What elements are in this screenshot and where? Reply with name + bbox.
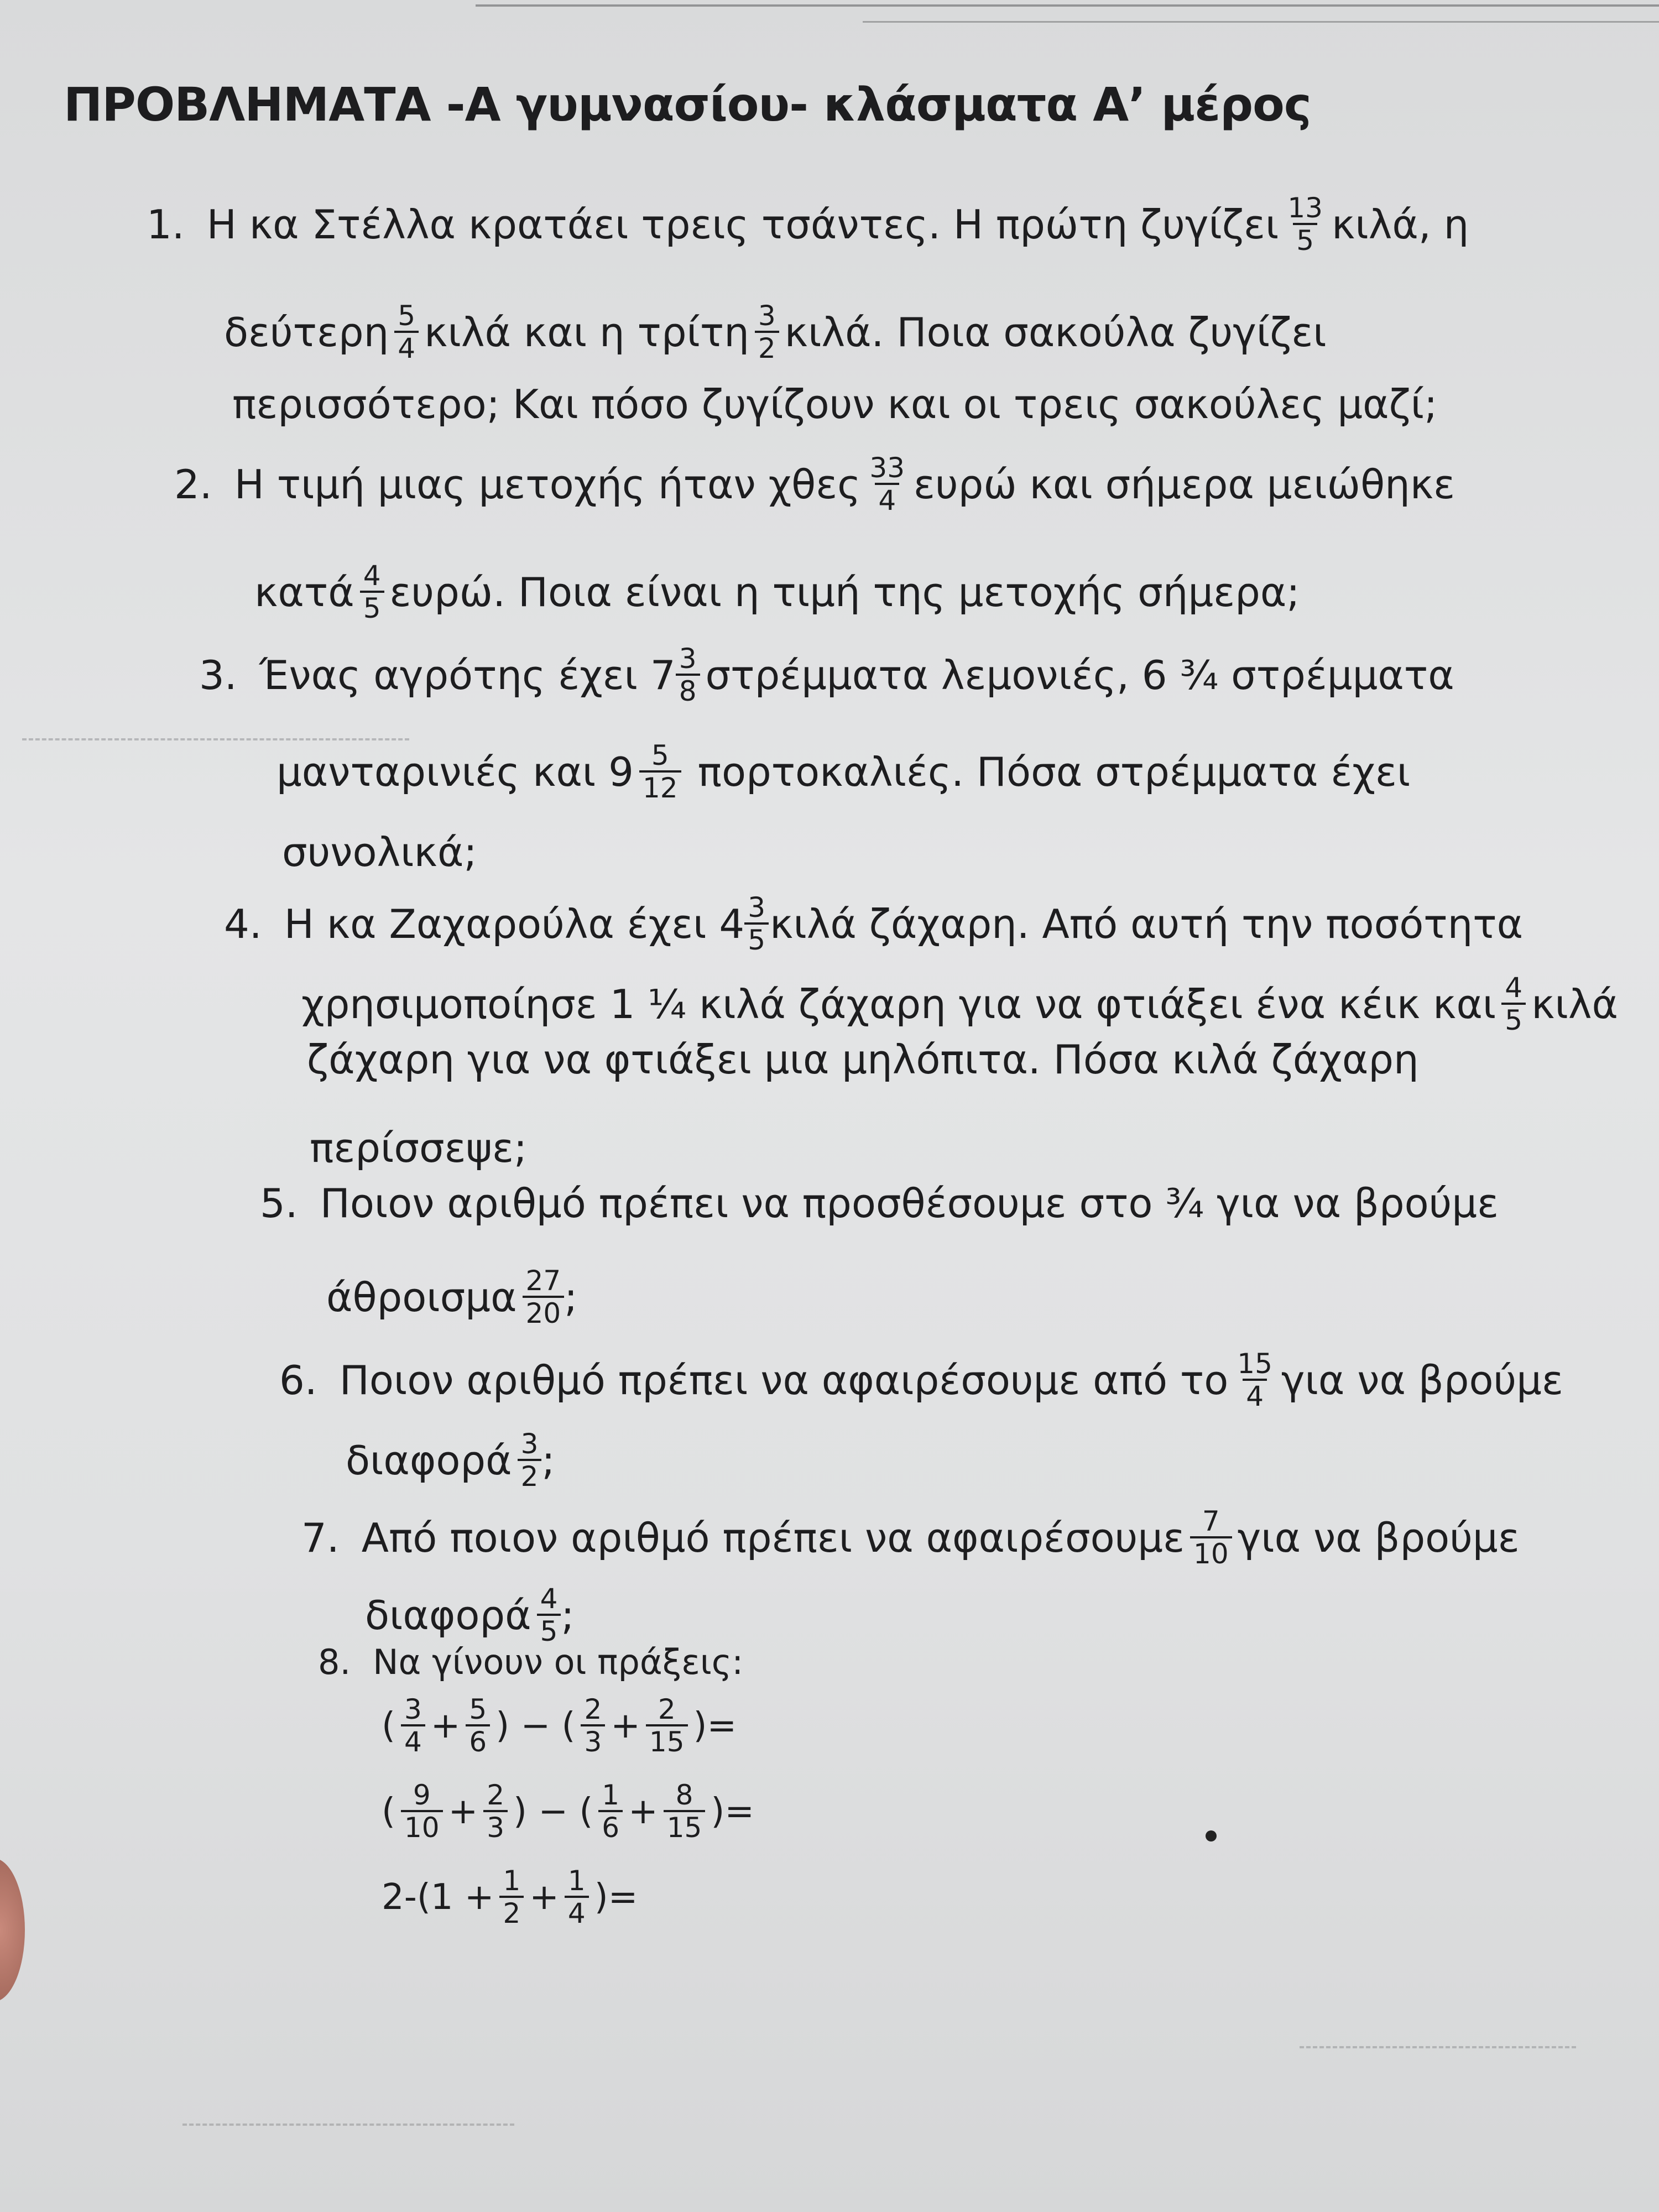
fraction — [581, 1695, 605, 1756]
problem-text: χρησιμοποίησε 1 ¼ κιλά ζάχαρη για να φτιάξει ένα κέικ και — [301, 980, 1496, 1027]
problem-text: κιλά — [1531, 980, 1618, 1027]
problem-text: ζάχαρη για να φτιάξει μια μηλόπιτα. Πόσα κιλά ζάχαρη — [307, 1036, 1419, 1083]
problem-text: κιλά ζάχαρη. Από αυτή την ποσότητα — [770, 900, 1524, 947]
problem-8-line-1 — [318, 1642, 744, 1682]
numerator: 5 — [469, 1693, 487, 1725]
problem-4-line-1 — [224, 893, 1523, 954]
fraction — [755, 301, 779, 363]
problem-text: κατά — [254, 568, 354, 615]
problem-3-line-1 — [199, 644, 1454, 706]
paper-edge-line — [476, 4, 1659, 7]
problem-text: περισσότερο; Και πόσο ζυγίζουν και οι τρεις σακούλες μαζί; — [232, 381, 1438, 427]
problem-text: Η κα Ζαχαρούλα έχει 4 — [284, 900, 745, 947]
problem-text: διαφορά — [346, 1437, 512, 1484]
problem-text: κιλά και η τρίτη — [424, 309, 749, 356]
problem-number: 7. — [301, 1514, 340, 1561]
problem-1-line-3 — [232, 381, 1438, 427]
fraction — [1284, 194, 1326, 255]
fraction — [360, 561, 384, 623]
fraction — [499, 1866, 524, 1928]
problem-1-line-2 — [224, 301, 1327, 363]
problem-3-line-3 — [282, 829, 477, 875]
numerator: 2 — [658, 1693, 676, 1725]
problem-5-line-2 — [326, 1266, 577, 1328]
denominator: 2 — [518, 1459, 542, 1491]
problem-text: δεύτερη — [224, 309, 389, 356]
problem-text: ; — [541, 1437, 555, 1484]
faint-line — [1300, 2046, 1576, 2048]
problem-6-line-2 — [346, 1430, 555, 1491]
numerator: 3 — [404, 1693, 422, 1725]
problem-number: 4. — [224, 900, 262, 947]
numerator: 4 — [363, 560, 381, 592]
mixed-number — [284, 893, 770, 954]
page-title: ΠΡΟΒΛΗΜΑΤΑ -Α γυμνασίου- κλάσματα Α’ μέρος — [64, 77, 1311, 132]
expr-text: ) − ( — [495, 1705, 576, 1746]
expr-text: )= — [711, 1791, 754, 1832]
problem-4-line-2 — [301, 973, 1618, 1035]
numerator: 15 — [1237, 1348, 1272, 1380]
problem-text: περίσσεψε; — [310, 1125, 528, 1171]
expr-text: + — [628, 1791, 658, 1832]
fraction — [639, 741, 681, 802]
numerator: 3 — [679, 643, 697, 675]
expr-text: )= — [693, 1705, 737, 1746]
problem-text: ; — [564, 1274, 578, 1321]
expr-text: + — [529, 1876, 559, 1918]
expr-text: + — [448, 1791, 478, 1832]
denominator: 2 — [755, 331, 779, 363]
numerator: 3 — [748, 891, 766, 924]
problem-3-line-2 — [276, 741, 1410, 802]
denominator: 5 — [1501, 1003, 1526, 1035]
fraction — [466, 1695, 490, 1756]
expr-text: ( — [382, 1705, 395, 1746]
denominator: 2 — [499, 1896, 524, 1928]
problem-text: συνολικά; — [282, 829, 477, 875]
fraction — [598, 1781, 623, 1842]
fraction — [1501, 973, 1526, 1035]
ink-speck — [1206, 1830, 1217, 1841]
problem-number: 2. — [174, 461, 212, 508]
problem-text: Ποιον αριθμό πρέπει να αφαιρέσουμε από το — [339, 1357, 1229, 1404]
problem-text: άθροισμα — [326, 1274, 517, 1321]
paper-edge-line — [863, 21, 1659, 23]
denominator: 20 — [523, 1296, 565, 1328]
denominator: 4 — [875, 483, 899, 515]
expr-text: + — [611, 1705, 640, 1746]
problem-number: 8. — [318, 1642, 351, 1682]
problem-7-line-1 — [301, 1507, 1520, 1568]
problem-4-line-3 — [307, 1036, 1419, 1083]
numerator: 13 — [1287, 192, 1323, 224]
fraction — [394, 301, 419, 363]
fraction — [1234, 1349, 1276, 1411]
faint-line — [22, 738, 409, 740]
expr-text: )= — [594, 1876, 638, 1918]
numerator: 1 — [602, 1779, 620, 1811]
denominator: 5 — [360, 591, 384, 623]
numerator: 5 — [398, 300, 416, 332]
numerator: 2 — [487, 1779, 505, 1811]
expression-1 — [382, 1695, 737, 1756]
problem-text: διαφορά — [365, 1592, 531, 1639]
fraction — [676, 644, 700, 706]
fraction — [565, 1866, 589, 1928]
problem-7-line-2 — [365, 1584, 575, 1646]
problem-2-line-1 — [174, 453, 1455, 515]
numerator: 7 — [1202, 1505, 1220, 1537]
numerator: 4 — [540, 1583, 558, 1615]
problem-2-line-2 — [254, 561, 1300, 623]
denominator: 3 — [581, 1724, 605, 1757]
fraction — [518, 1430, 542, 1491]
denominator: 5 — [744, 922, 769, 955]
problem-text: πορτοκαλιές. Πόσα στρέμματα έχει — [697, 748, 1411, 795]
problem-6-line-1 — [279, 1349, 1563, 1411]
problem-text: κιλά. Ποια σακούλα ζυγίζει — [784, 309, 1327, 356]
problem-text: ευρώ και σήμερα μειώθηκε — [914, 461, 1455, 508]
problem-number: 1. — [147, 201, 185, 248]
denominator: 4 — [401, 1724, 425, 1757]
problem-text: μανταρινιές και 9 — [276, 748, 634, 795]
problem-text: για να βρούμε — [1237, 1514, 1520, 1561]
denominator: 8 — [676, 674, 700, 706]
expression-3 — [382, 1866, 638, 1928]
fraction — [537, 1584, 561, 1646]
problem-number: 3. — [199, 651, 237, 698]
numerator: 3 — [758, 300, 776, 332]
denominator: 6 — [466, 1724, 490, 1757]
expr-text: ( — [382, 1791, 395, 1832]
problem-text: κιλά, η — [1331, 201, 1469, 248]
expr-text: 2-(1 + — [382, 1876, 494, 1918]
fraction — [401, 1781, 443, 1842]
numerator: 1 — [567, 1865, 586, 1897]
problem-text: στρέμματα λεμονιές, 6 ¾ στρέμματα — [705, 651, 1454, 698]
numerator: 9 — [413, 1779, 431, 1811]
denominator: 12 — [639, 770, 681, 803]
numerator: 8 — [675, 1779, 693, 1811]
problem-5-line-1 — [260, 1180, 1499, 1227]
denominator: 4 — [1243, 1379, 1267, 1411]
fraction — [1190, 1507, 1232, 1568]
fraction — [664, 1781, 706, 1842]
denominator: 15 — [646, 1724, 688, 1757]
problem-text: Ποιον αριθμό πρέπει να προσθέσουμε στο ¾ για να βρούμε — [320, 1180, 1499, 1227]
denominator: 6 — [598, 1810, 623, 1843]
problem-number: 5. — [260, 1180, 298, 1227]
denominator: 5 — [1293, 223, 1317, 255]
fraction — [483, 1781, 508, 1842]
denominator: 4 — [565, 1896, 589, 1928]
numerator: 33 — [869, 452, 905, 484]
problem-text: Ένας αγρότης έχει 7 — [259, 651, 676, 698]
fraction — [866, 453, 908, 515]
problem-text: Από ποιον αριθμό πρέπει να αφαιρέσουμε — [361, 1514, 1185, 1561]
problem-1-line-1 — [147, 194, 1469, 255]
numerator: 27 — [525, 1265, 561, 1297]
expr-text: ) − ( — [513, 1791, 593, 1832]
expression-2 — [382, 1781, 754, 1842]
fraction — [744, 893, 769, 954]
problem-text: Η τιμή μιας μετοχής ήταν χθες — [234, 461, 861, 508]
problem-text: ; — [561, 1592, 575, 1639]
thumb-photo-edge — [0, 1858, 25, 2002]
denominator: 15 — [664, 1810, 706, 1843]
numerator: 3 — [520, 1428, 539, 1460]
faint-line — [182, 2124, 514, 2126]
problem-4-line-4 — [310, 1125, 528, 1171]
problem-text: για να βρούμε — [1281, 1357, 1563, 1404]
denominator: 4 — [394, 331, 419, 363]
denominator: 5 — [537, 1614, 561, 1646]
problem-text: Η κα Στέλλα κρατάει τρεις τσάντες. Η πρώτη ζυγίζει — [206, 201, 1279, 248]
expr-text: + — [430, 1705, 461, 1746]
denominator: 10 — [1190, 1536, 1232, 1569]
fraction — [523, 1266, 565, 1328]
denominator: 10 — [401, 1810, 443, 1843]
fraction — [401, 1695, 425, 1756]
numerator: 2 — [584, 1693, 602, 1725]
mixed-number — [259, 644, 706, 706]
numerator: 1 — [503, 1865, 521, 1897]
numerator: 5 — [651, 739, 669, 771]
fraction — [646, 1695, 688, 1756]
denominator: 3 — [483, 1810, 508, 1843]
problem-number: 6. — [279, 1357, 317, 1404]
problem-text: ευρώ. Ποια είναι η τιμή της μετοχής σήμερα; — [389, 568, 1300, 615]
problem-text: Να γίνουν οι πράξεις: — [373, 1642, 744, 1682]
numerator: 4 — [1505, 972, 1523, 1004]
